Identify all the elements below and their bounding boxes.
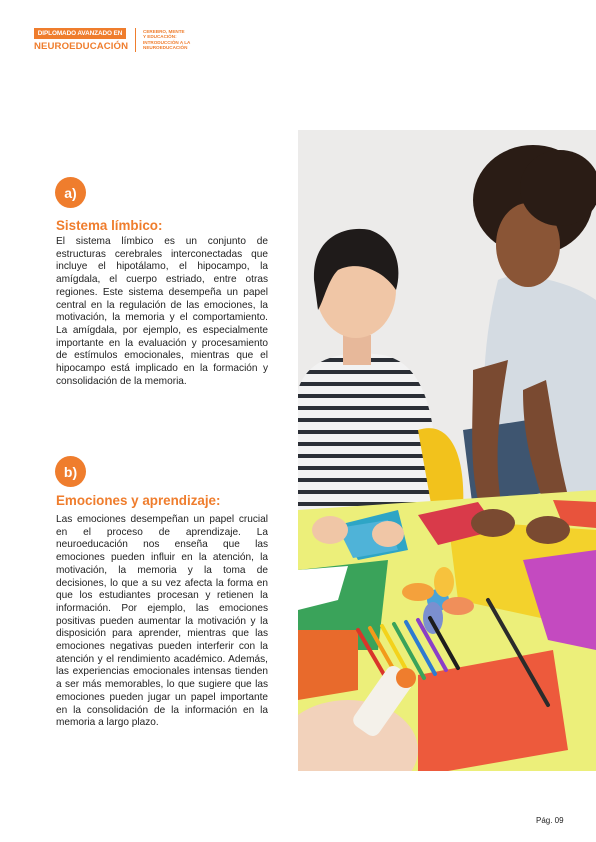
section-a-title: Sistema límbico: [56, 218, 163, 233]
section-b-body: Las emociones desempeñan un papel crucial en el proceso de aprendizaje. La neuroeducación nos enseña que las emociones pueden influir en la atención, la motivación, la memoria y la toma de decisiones, lo que a su vez afecta la forma en que los estudiantes procesan y retienen la información. Por ejemplo, las emociones positivas pueden aumentar la motivación y la disposición para aprender, mientras que las emociones negativas pueden interferir con la atención y el rendimiento académico. Además, las experiencias emocionales intensas tienden a ser más memorables, lo que sugiere que las emociones pueden jugar un papel importante en la consolidación de la información en la memoria a largo plazo. [56, 514, 268, 729]
course-line: NEUROEDUCACIÓN [143, 45, 188, 51]
course-line: INTRODUCCIÓN A LA [143, 39, 191, 45]
course-line: CEREBRO, MENTE [143, 29, 185, 34]
crafts-illustration [298, 130, 596, 771]
course-title [143, 29, 190, 51]
page-number: Pág. 09 [536, 816, 564, 825]
crafts-photo [298, 130, 596, 771]
header-divider [135, 28, 136, 52]
brand-top-label: DIPLOMADO AVANZADO EN [34, 28, 126, 39]
section-a-body: El sistema límbico es un conjunto de estructuras cerebrales interconectadas que incluye el hipotálamo, el hipocampo, la amígdala, el cuerpo estriado, entre otras regiones. Este sistema desempeña un papel central en la regulación de las emociones, la motivación, la memoria y el comportamiento. La amígdala, por ejemplo, es especialmente importante en la evaluación y procesamiento de estímulos emocionales, mientras que el hipocampo está implicado en la formación y consolidación de la memoria. [56, 236, 268, 387]
section-b-title: Emociones y aprendizaje: [56, 493, 221, 508]
course-line: Y EDUCACIÓN: [143, 34, 177, 40]
section-b-badge: b) [55, 456, 86, 487]
brand-main-label: NEUROEDUCACIÓN [34, 41, 129, 52]
section-a-badge: a) [55, 177, 86, 208]
